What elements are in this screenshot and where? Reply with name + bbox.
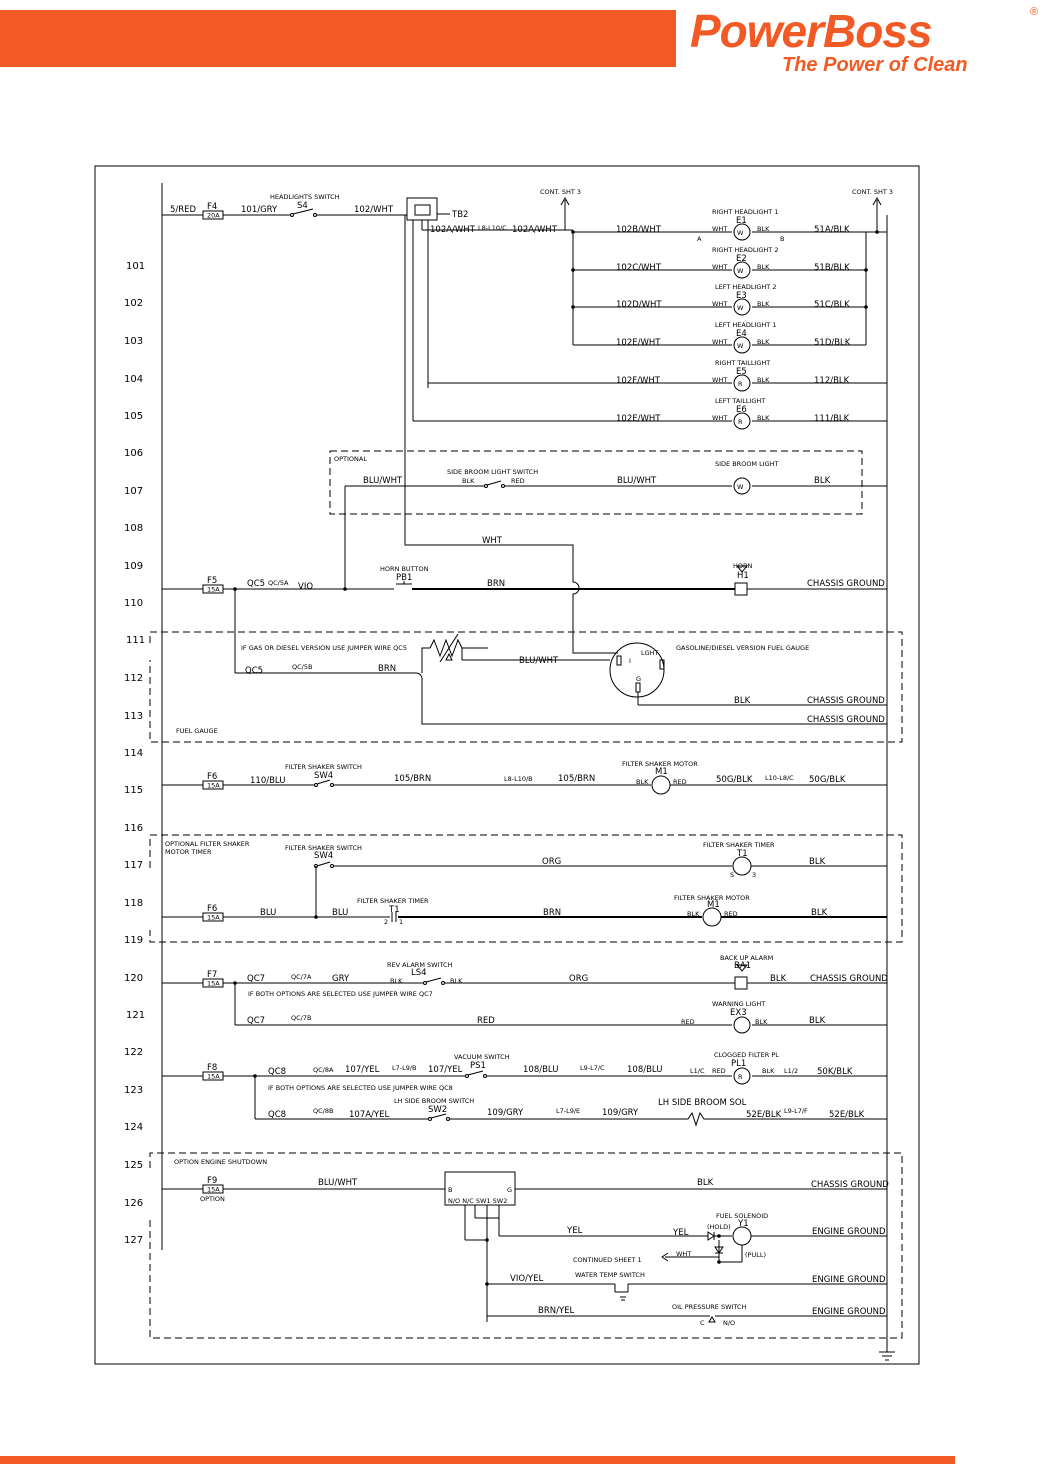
svg-text:M1: M1 xyxy=(707,900,720,910)
svg-text:OPTION: OPTION xyxy=(200,1195,225,1203)
line-number: 112 xyxy=(124,673,144,684)
svg-text:BLK: BLK xyxy=(450,977,463,985)
svg-text:105/BRN: 105/BRN xyxy=(394,774,432,784)
headlight-lamp-group xyxy=(413,208,887,429)
svg-text:S4: S4 xyxy=(297,201,308,211)
svg-text:LEFT TAILLIGHT: LEFT TAILLIGHT xyxy=(715,397,766,405)
svg-text:RED: RED xyxy=(681,1018,695,1026)
lamp-e5 xyxy=(428,359,887,391)
svg-text:WARNING LIGHT: WARNING LIGHT xyxy=(712,1000,766,1008)
line-number: 111 xyxy=(126,635,146,646)
svg-text:102F/WHT: 102F/WHT xyxy=(616,376,660,386)
svg-text:IF BOTH OPTIONS ARE SELECTED U: IF BOTH OPTIONS ARE SELECTED USE JUMPER WIRE QC7 xyxy=(248,990,433,998)
svg-text:E5: E5 xyxy=(736,367,747,377)
svg-text:OIL PRESSURE SWITCH: OIL PRESSURE SWITCH xyxy=(672,1303,747,1311)
svg-text:107/YEL: 107/YEL xyxy=(428,1065,463,1075)
filter-shaker-timer-t1 xyxy=(733,857,751,875)
svg-text:R: R xyxy=(738,1073,743,1081)
svg-text:Y1: Y1 xyxy=(738,1219,749,1229)
svg-text:15A: 15A xyxy=(207,979,220,988)
svg-text:WATER TEMP SWITCH: WATER TEMP SWITCH xyxy=(575,1271,645,1279)
svg-text:BRN: BRN xyxy=(378,664,397,674)
svg-text:L8-L10/B: L8-L10/B xyxy=(504,775,533,783)
line-number: 101 xyxy=(126,261,146,272)
line-number: 126 xyxy=(124,1198,144,1209)
junction-dots xyxy=(233,230,879,1286)
svg-text:LH SIDE BROOM SWITCH: LH SIDE BROOM SWITCH xyxy=(394,1097,475,1105)
fuel-solenoid-y1 xyxy=(733,1227,751,1245)
svg-text:L8-L10/C: L8-L10/C xyxy=(478,224,507,232)
svg-text:FUEL GAUGE: FUEL GAUGE xyxy=(176,727,218,735)
registered-mark: ® xyxy=(1030,6,1039,18)
svg-text:QC5: QC5 xyxy=(247,579,266,589)
svg-text:50G/BLK: 50G/BLK xyxy=(809,775,846,785)
svg-text:BLK: BLK xyxy=(636,778,649,786)
svg-text:102B/WHT: 102B/WHT xyxy=(616,225,661,235)
svg-text:BLK: BLK xyxy=(811,908,828,918)
svg-text:5/RED: 5/RED xyxy=(170,205,197,215)
svg-text:IF GAS OR DIESEL VERSION USE J: IF GAS OR DIESEL VERSION USE JUMPER WIRE QC5 xyxy=(241,644,407,652)
svg-text:51D/BLK: 51D/BLK xyxy=(814,338,851,348)
svg-text:1: 1 xyxy=(399,918,404,926)
svg-text:BLK: BLK xyxy=(697,1178,714,1188)
svg-text:W: W xyxy=(737,342,744,350)
svg-text:GASOLINE/DIESEL VERSION FUEL G: GASOLINE/DIESEL VERSION FUEL GAUGE xyxy=(676,644,810,652)
svg-text:L1/2: L1/2 xyxy=(784,1067,799,1075)
svg-text:CHASSIS GROUND: CHASSIS GROUND xyxy=(807,579,885,589)
svg-text:BLK: BLK xyxy=(687,910,700,918)
svg-text:F6: F6 xyxy=(207,772,218,782)
svg-text:E3: E3 xyxy=(736,291,747,301)
svg-text:R: R xyxy=(738,380,743,388)
line-number: 106 xyxy=(124,448,144,459)
svg-text:CHASSIS GROUND: CHASSIS GROUND xyxy=(807,715,885,725)
svg-text:SW4: SW4 xyxy=(314,851,334,861)
svg-text:WHT: WHT xyxy=(712,263,728,271)
svg-text:BLK: BLK xyxy=(809,857,826,867)
svg-text:QC/7A: QC/7A xyxy=(291,973,312,981)
line-number: 118 xyxy=(124,898,144,909)
ground-symbol xyxy=(879,1352,895,1360)
svg-text:QC7: QC7 xyxy=(247,974,266,984)
svg-text:B: B xyxy=(448,1186,453,1194)
svg-text:SW4: SW4 xyxy=(314,771,334,781)
svg-text:BLK: BLK xyxy=(757,338,770,346)
svg-text:102C/WHT: 102C/WHT xyxy=(616,263,662,273)
svg-text:QC/8A: QC/8A xyxy=(313,1066,334,1074)
svg-text:QC5: QC5 xyxy=(245,666,264,676)
svg-text:IF BOTH OPTIONS ARE SELECTED U: IF BOTH OPTIONS ARE SELECTED USE JUMPER WIRE QC8 xyxy=(268,1084,453,1092)
svg-text:FILTER SHAKER MOTOR: FILTER SHAKER MOTOR xyxy=(622,760,698,768)
svg-text:QC/5B: QC/5B xyxy=(292,663,313,671)
lamp-e4 xyxy=(573,321,866,353)
svg-text:102A/WHT: 102A/WHT xyxy=(512,225,557,235)
svg-text:PB1: PB1 xyxy=(396,573,413,583)
svg-text:BLK: BLK xyxy=(462,477,475,485)
svg-text:BLK: BLK xyxy=(757,300,770,308)
line-number: 127 xyxy=(124,1235,144,1246)
svg-text:51A/BLK: 51A/BLK xyxy=(814,225,850,235)
svg-text:L9-L7/F: L9-L7/F xyxy=(784,1107,808,1115)
svg-text:102A/WHT: 102A/WHT xyxy=(430,225,475,235)
svg-text:(PULL): (PULL) xyxy=(745,1251,766,1259)
svg-text:15A: 15A xyxy=(207,1185,220,1194)
svg-text:W: W xyxy=(737,483,744,491)
svg-text:51B/BLK: 51B/BLK xyxy=(814,263,850,273)
svg-text:SIDE BROOM LIGHT: SIDE BROOM LIGHT xyxy=(715,460,779,468)
svg-text:15A: 15A xyxy=(207,1072,220,1081)
svg-text:111/BLK: 111/BLK xyxy=(814,414,850,424)
svg-text:RED: RED xyxy=(673,778,687,786)
svg-text:F7: F7 xyxy=(207,970,218,980)
svg-text:CHASSIS GROUND: CHASSIS GROUND xyxy=(810,974,888,984)
svg-text:R: R xyxy=(738,418,743,426)
svg-text:108/BLU: 108/BLU xyxy=(523,1065,559,1075)
svg-text:WHT: WHT xyxy=(712,300,728,308)
svg-text:E1: E1 xyxy=(736,216,747,226)
svg-text:VIO/YEL: VIO/YEL xyxy=(510,1274,544,1284)
svg-text:T1: T1 xyxy=(737,849,748,859)
svg-text:T1: T1 xyxy=(389,905,400,915)
svg-text:RED: RED xyxy=(712,1067,726,1075)
svg-text:ENGINE GROUND: ENGINE GROUND xyxy=(812,1275,886,1285)
svg-text:BRN: BRN xyxy=(487,579,506,589)
svg-text:112/BLK: 112/BLK xyxy=(814,376,850,386)
svg-text:CONT. SHT 3: CONT. SHT 3 xyxy=(852,188,894,196)
svg-text:LH SIDE BROOM SOL: LH SIDE BROOM SOL xyxy=(658,1098,747,1108)
svg-text:RIGHT HEADLIGHT 2: RIGHT HEADLIGHT 2 xyxy=(712,246,779,254)
svg-text:102D/WHT: 102D/WHT xyxy=(616,300,662,310)
svg-text:L7-L9/B: L7-L9/B xyxy=(392,1064,417,1072)
svg-text:51C/BLK: 51C/BLK xyxy=(814,300,850,310)
svg-text:107A/YEL: 107A/YEL xyxy=(349,1110,390,1120)
engine-shutdown-section xyxy=(150,1153,902,1338)
svg-text:BLK: BLK xyxy=(814,476,831,486)
svg-text:BLU/WHT: BLU/WHT xyxy=(519,656,559,666)
vacuum-and-side-broom-circuit xyxy=(162,1051,887,1125)
svg-text:W: W xyxy=(737,267,744,275)
svg-text:BRN/YEL: BRN/YEL xyxy=(538,1306,575,1316)
svg-text:BRN: BRN xyxy=(543,908,562,918)
svg-text:BLU/WHT: BLU/WHT xyxy=(363,476,403,486)
svg-text:LEFT HEADLIGHT 2: LEFT HEADLIGHT 2 xyxy=(715,283,777,291)
svg-text:PS1: PS1 xyxy=(470,1061,486,1071)
svg-text:15A: 15A xyxy=(207,913,220,922)
svg-text:52E/BLK: 52E/BLK xyxy=(829,1110,865,1120)
line-number: 110 xyxy=(124,598,144,609)
svg-text:BACK UP ALARM: BACK UP ALARM xyxy=(720,954,774,962)
svg-text:LEFT HEADLIGHT 1: LEFT HEADLIGHT 1 xyxy=(715,321,777,329)
lamp-e6 xyxy=(413,397,887,429)
warning-light-ex3 xyxy=(734,1017,750,1033)
svg-text:A: A xyxy=(697,235,702,243)
svg-text:PL1: PL1 xyxy=(731,1059,747,1069)
filter-shaker-motor-m1-timer xyxy=(703,908,721,926)
line-number: 107 xyxy=(124,486,144,497)
svg-text:H1: H1 xyxy=(737,571,749,581)
svg-text:W: W xyxy=(737,304,744,312)
svg-text:BLU/WHT: BLU/WHT xyxy=(617,476,657,486)
svg-text:FILTER SHAKER TIMER: FILTER SHAKER TIMER xyxy=(357,897,429,905)
filter-shaker-circuit xyxy=(162,760,887,794)
svg-text:BLU/WHT: BLU/WHT xyxy=(318,1178,358,1188)
lamp-e1 xyxy=(573,208,887,243)
svg-text:109/GRY: 109/GRY xyxy=(487,1108,524,1118)
svg-text:BLK: BLK xyxy=(770,974,787,984)
svg-text:REV ALARM SWITCH: REV ALARM SWITCH xyxy=(387,961,453,969)
svg-text:109/GRY: 109/GRY xyxy=(602,1108,639,1118)
line-number: 104 xyxy=(124,374,144,385)
svg-text:BA1: BA1 xyxy=(734,961,752,971)
svg-text:E6: E6 xyxy=(736,405,747,415)
svg-text:E4: E4 xyxy=(736,329,747,339)
svg-text:OPTIONAL: OPTIONAL xyxy=(334,455,367,463)
svg-text:BLK: BLK xyxy=(757,414,770,422)
svg-text:RIGHT HEADLIGHT 1: RIGHT HEADLIGHT 1 xyxy=(712,208,779,216)
svg-text:FILTER SHAKER TIMER: FILTER SHAKER TIMER xyxy=(703,841,775,849)
svg-text:OPTIONAL FILTER SHAKER: OPTIONAL FILTER SHAKER xyxy=(165,840,250,848)
svg-text:2: 2 xyxy=(384,918,389,926)
svg-text:RED: RED xyxy=(511,477,525,485)
svg-text:M1: M1 xyxy=(655,767,668,777)
svg-text:L9-L7/C: L9-L7/C xyxy=(580,1064,605,1072)
svg-text:SW2: SW2 xyxy=(428,1105,448,1115)
svg-text:50G/BLK: 50G/BLK xyxy=(716,775,753,785)
svg-text:BLK: BLK xyxy=(734,696,751,706)
svg-text:RIGHT TAILLIGHT: RIGHT TAILLIGHT xyxy=(715,359,771,367)
svg-text:BLU: BLU xyxy=(332,908,349,918)
svg-text:E2: E2 xyxy=(736,254,747,264)
svg-text:CONT. SHT 3: CONT. SHT 3 xyxy=(540,188,582,196)
svg-text:YEL: YEL xyxy=(567,1226,583,1236)
svg-text:OPTION ENGINE SHUTDOWN: OPTION ENGINE SHUTDOWN xyxy=(174,1158,268,1166)
line-number: 123 xyxy=(124,1085,144,1096)
line-number-column xyxy=(124,261,145,1246)
svg-text:SIDE BROOM LIGHT SWITCH: SIDE BROOM LIGHT SWITCH xyxy=(447,468,539,476)
svg-text:LS4: LS4 xyxy=(411,968,427,978)
line-number: 109 xyxy=(124,561,144,572)
optional-side-broom-light xyxy=(330,451,887,514)
svg-text:N/O: N/O xyxy=(723,1319,736,1327)
svg-text:YEL: YEL xyxy=(673,1228,689,1238)
svg-text:QC7: QC7 xyxy=(247,1016,266,1026)
svg-text:F4: F4 xyxy=(207,202,218,212)
lamp-e2 xyxy=(573,246,866,278)
svg-text:110/BLU: 110/BLU xyxy=(250,776,286,786)
svg-text:G: G xyxy=(507,1186,513,1194)
svg-text:CLOGGED FILTER PL: CLOGGED FILTER PL xyxy=(714,1051,779,1059)
line-number: 119 xyxy=(124,935,144,946)
svg-text:QC/8B: QC/8B xyxy=(313,1107,334,1115)
svg-text:52E/BLK: 52E/BLK xyxy=(746,1110,782,1120)
svg-text:MOTOR TIMER: MOTOR TIMER xyxy=(165,848,212,856)
svg-text:3: 3 xyxy=(752,871,757,879)
svg-text:CHASSIS GROUND: CHASSIS GROUND xyxy=(811,1180,889,1190)
svg-text:B: B xyxy=(780,235,785,243)
svg-text:CONTINUED SHEET 1: CONTINUED SHEET 1 xyxy=(573,1256,642,1264)
svg-text:BLU: BLU xyxy=(260,908,277,918)
svg-text:QC/7B: QC/7B xyxy=(291,1014,312,1022)
svg-text:WHT: WHT xyxy=(712,376,728,384)
line-number: 102 xyxy=(124,298,144,309)
headlights-switch-s4 xyxy=(270,193,340,217)
filter-shaker-motor-m1 xyxy=(652,776,670,794)
fuel-gauge-section xyxy=(150,589,902,742)
svg-text:50K/BLK: 50K/BLK xyxy=(817,1067,853,1077)
svg-text:GRY: GRY xyxy=(332,974,350,984)
svg-text:WHT: WHT xyxy=(712,338,728,346)
line-number: 108 xyxy=(124,523,144,534)
svg-text:EX3: EX3 xyxy=(730,1008,747,1018)
svg-text:FILTER SHAKER MOTOR: FILTER SHAKER MOTOR xyxy=(674,894,750,902)
svg-text:BLK: BLK xyxy=(755,1018,768,1026)
svg-text:BLK: BLK xyxy=(757,376,770,384)
svg-text:QC8: QC8 xyxy=(268,1067,287,1077)
svg-text:ENGINE GROUND: ENGINE GROUND xyxy=(812,1307,886,1317)
brand-name: PowerBoss xyxy=(690,5,932,57)
svg-text:QC/5A: QC/5A xyxy=(268,579,289,587)
line-number: 121 xyxy=(126,1010,146,1021)
svg-text:BLK: BLK xyxy=(762,1067,775,1075)
svg-text:CHASSIS GROUND: CHASSIS GROUND xyxy=(807,696,885,706)
svg-text:BLK: BLK xyxy=(809,1016,826,1026)
svg-text:ENGINE GROUND: ENGINE GROUND xyxy=(812,1227,886,1237)
svg-text:15A: 15A xyxy=(207,781,220,790)
lamp-e3 xyxy=(573,283,866,315)
svg-text:I: I xyxy=(629,657,631,665)
backup-alarm-ba1 xyxy=(735,977,747,989)
svg-text:108/BLU: 108/BLU xyxy=(627,1065,663,1075)
svg-text:FILTER SHAKER SWITCH: FILTER SHAKER SWITCH xyxy=(285,844,362,852)
svg-text:L7-L9/E: L7-L9/E xyxy=(556,1107,581,1115)
svg-text:HORN: HORN xyxy=(733,562,753,570)
svg-text:RED: RED xyxy=(724,910,738,918)
svg-text:RED: RED xyxy=(477,1016,495,1026)
line-number: 115 xyxy=(124,785,144,796)
svg-text:105/BRN: 105/BRN xyxy=(558,774,596,784)
svg-text:HORN BUTTON: HORN BUTTON xyxy=(380,565,429,573)
svg-text:20A: 20A xyxy=(207,211,220,220)
svg-text:WHT: WHT xyxy=(712,414,728,422)
svg-text:WHT: WHT xyxy=(712,225,728,233)
svg-text:102E/WHT: 102E/WHT xyxy=(616,414,661,424)
svg-text:F8: F8 xyxy=(207,1063,218,1073)
svg-text:W: W xyxy=(737,229,744,237)
svg-text:FUEL SOLENOID: FUEL SOLENOID xyxy=(716,1212,769,1220)
svg-text:C: C xyxy=(700,1319,705,1327)
line-number: 125 xyxy=(124,1160,144,1171)
svg-text:101/GRY: 101/GRY xyxy=(241,205,278,215)
svg-text:BLK: BLK xyxy=(390,977,403,985)
svg-text:ORG: ORG xyxy=(542,857,562,867)
svg-text:F9: F9 xyxy=(207,1176,218,1186)
svg-text:FILTER SHAKER SWITCH: FILTER SHAKER SWITCH xyxy=(285,763,362,771)
svg-text:F6: F6 xyxy=(207,904,218,914)
svg-text:HEADLIGHTS SWITCH: HEADLIGHTS SWITCH xyxy=(270,193,340,201)
line-number: 114 xyxy=(124,748,144,759)
svg-text:107/YEL: 107/YEL xyxy=(345,1065,380,1075)
brand-tagline: The Power of Clean xyxy=(782,54,968,76)
svg-text:L10-L8/C: L10-L8/C xyxy=(765,774,794,782)
svg-text:(HOLD): (HOLD) xyxy=(707,1223,731,1231)
line-number: 122 xyxy=(124,1047,144,1058)
diagram-frame xyxy=(95,166,919,1364)
svg-text:F5: F5 xyxy=(207,576,218,586)
svg-text:S: S xyxy=(730,871,735,879)
svg-text:L1/C: L1/C xyxy=(690,1067,705,1075)
svg-text:15A: 15A xyxy=(207,585,220,594)
line-number: 124 xyxy=(124,1122,144,1133)
line-number: 116 xyxy=(124,823,144,834)
svg-text:ORG: ORG xyxy=(569,974,589,984)
filter-shaker-timer-section xyxy=(150,835,902,942)
terminal-block-tb2 xyxy=(407,198,437,220)
svg-text:LGHT: LGHT xyxy=(641,649,659,657)
svg-text:WHT: WHT xyxy=(676,1250,692,1258)
line-number: 103 xyxy=(124,336,144,347)
svg-text:102E/WHT: 102E/WHT xyxy=(616,338,661,348)
svg-text:VIO: VIO xyxy=(298,582,314,592)
horn-circuit xyxy=(162,215,887,653)
svg-text:WHT: WHT xyxy=(482,536,502,546)
line-number: 105 xyxy=(124,411,144,422)
line-number: 113 xyxy=(124,711,144,722)
svg-text:VACUUM SWITCH: VACUUM SWITCH xyxy=(454,1053,510,1061)
svg-text:G: G xyxy=(636,675,642,683)
svg-text:N/O N/C SW1 SW2: N/O N/C SW1 SW2 xyxy=(448,1197,508,1205)
svg-text:102/WHT: 102/WHT xyxy=(354,205,394,215)
svg-text:BLK: BLK xyxy=(757,263,770,271)
svg-text:TB2: TB2 xyxy=(452,210,469,220)
svg-text:QC8: QC8 xyxy=(268,1110,287,1120)
line-number: 120 xyxy=(124,973,144,984)
line-number: 117 xyxy=(124,860,144,871)
reverse-alarm-circuit xyxy=(162,954,888,1033)
horn-h1 xyxy=(735,583,747,595)
svg-text:BLK: BLK xyxy=(757,225,770,233)
headlight-feed-circuit xyxy=(162,188,893,388)
